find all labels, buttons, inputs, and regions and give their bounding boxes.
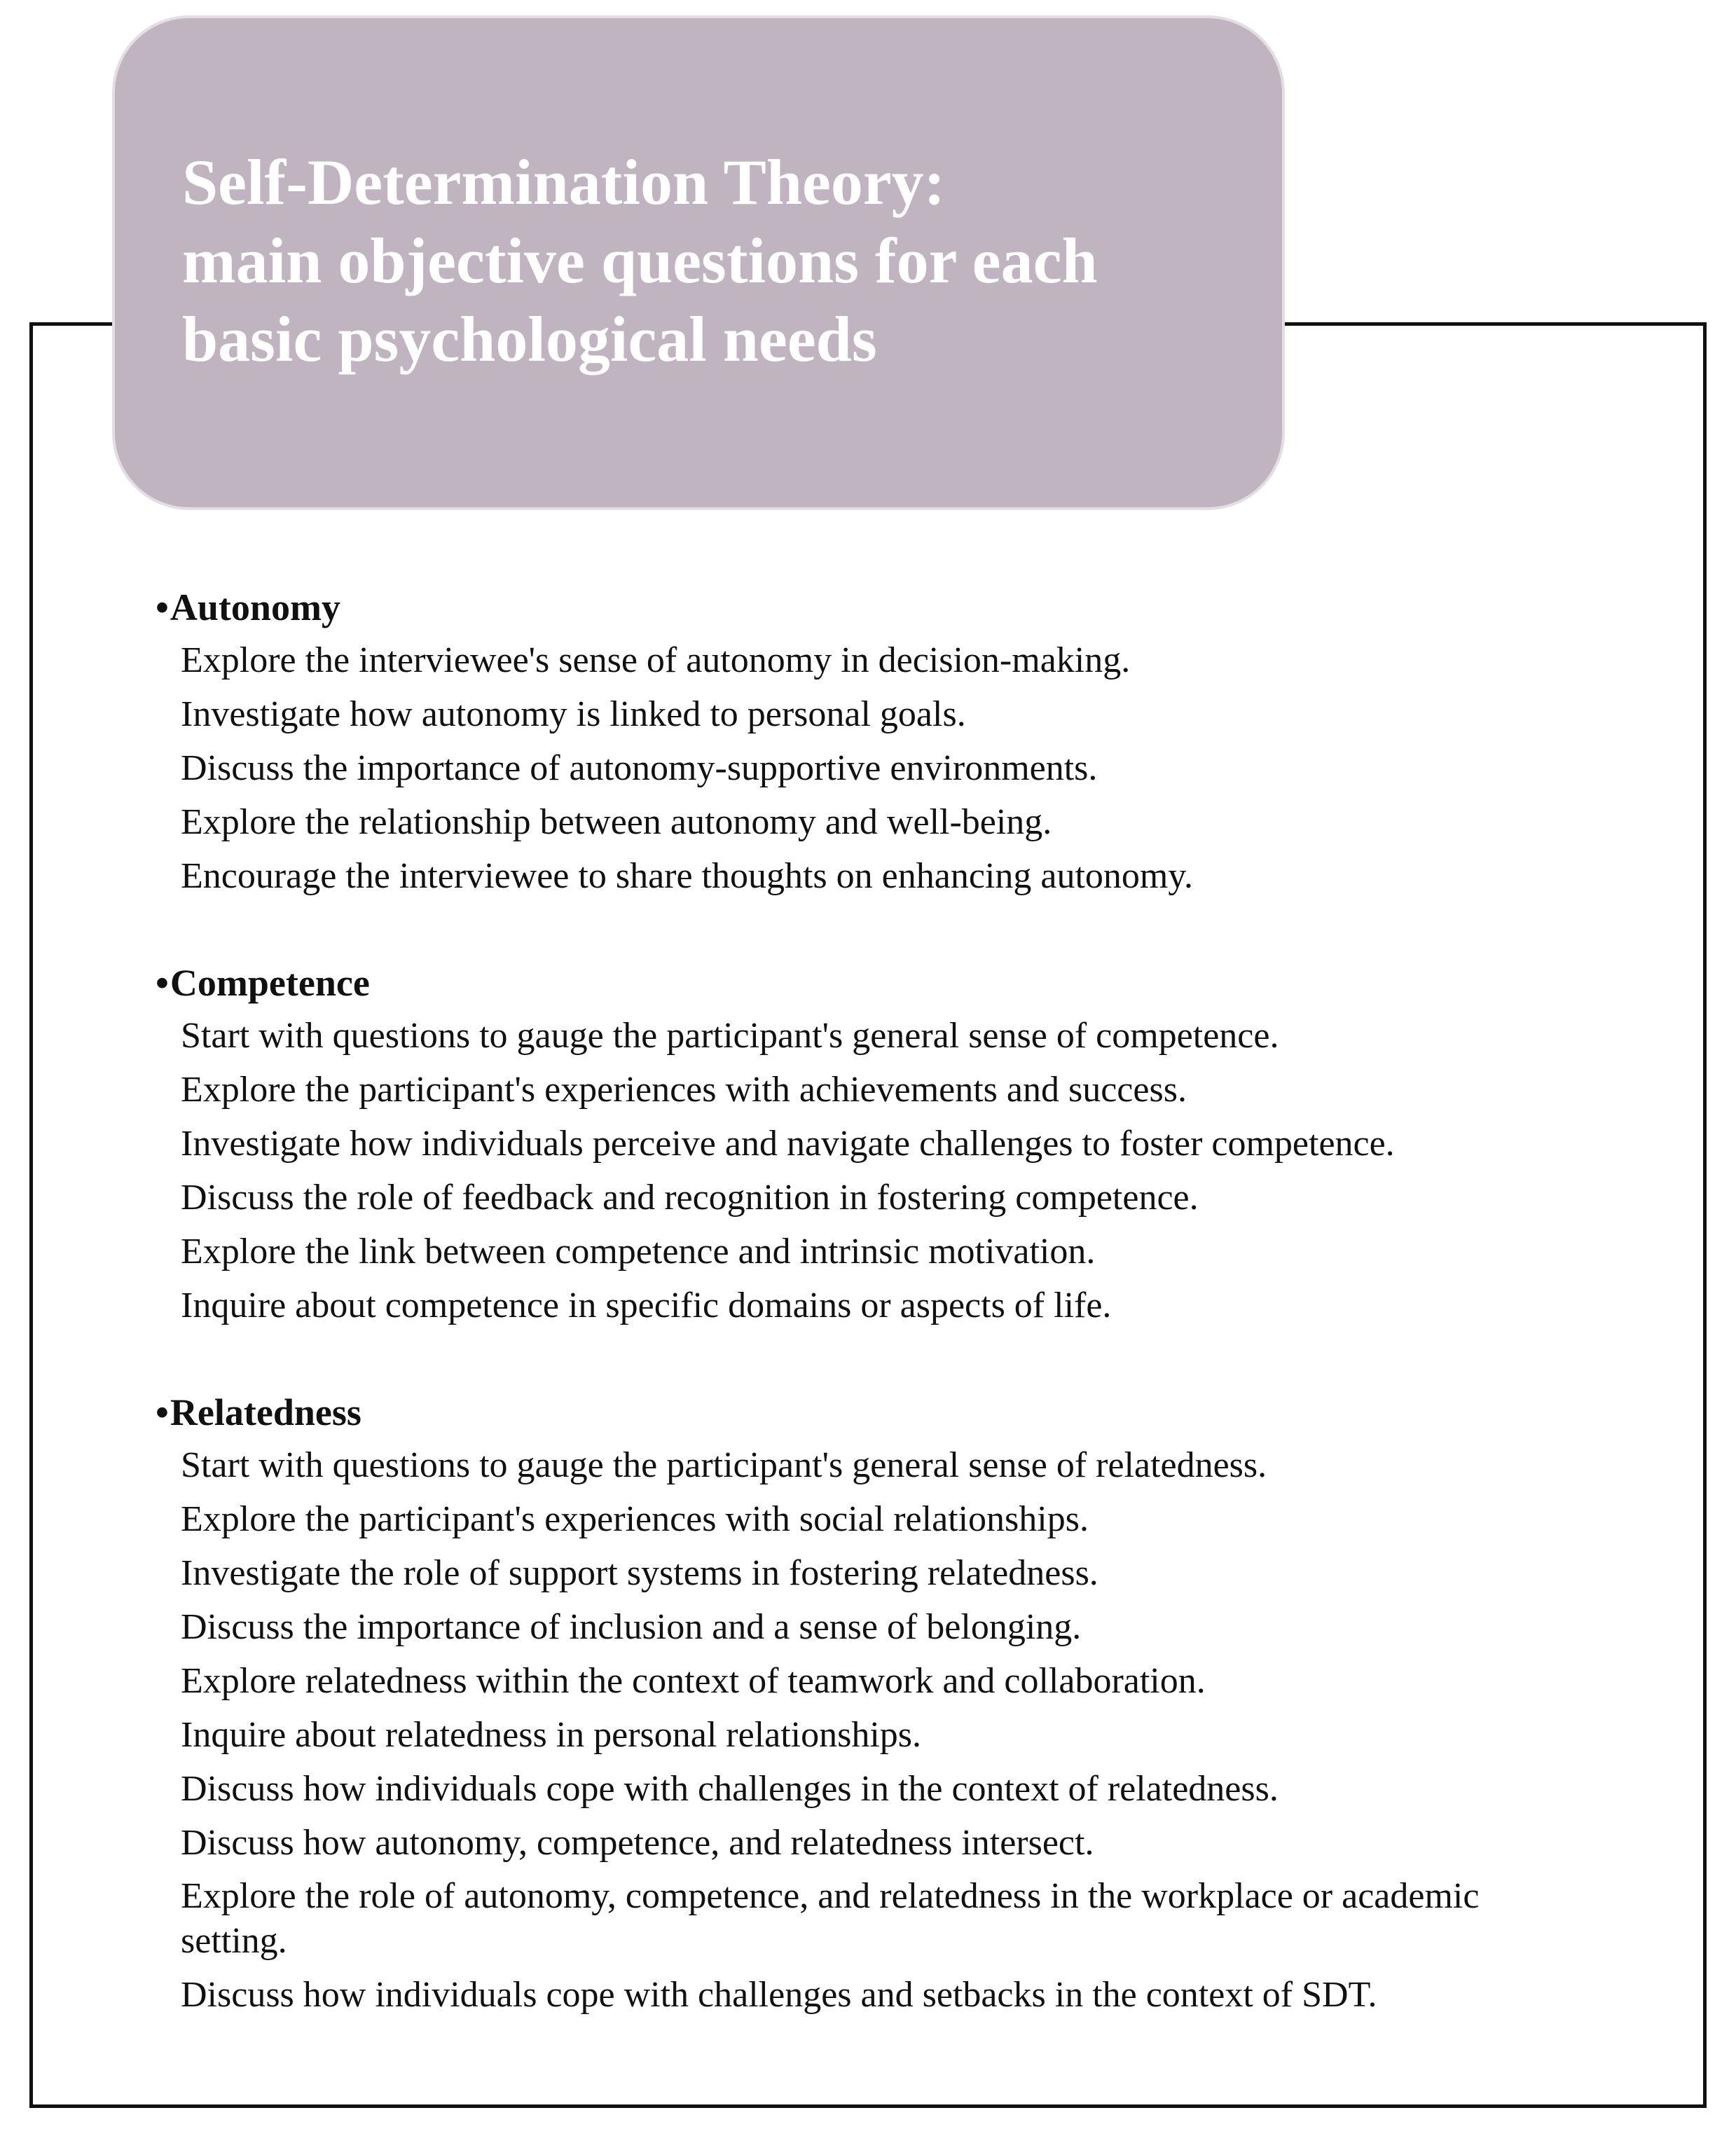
- page-title: [182, 143, 1247, 378]
- list-item: Investigate the role of support systems in fostering relatedness.: [181, 1553, 1098, 1593]
- list-item: Discuss how individuals cope with challenges and setbacks in the context of SDT.: [181, 1975, 1377, 2015]
- section-heading: [156, 581, 1662, 633]
- bullet-icon: •: [156, 586, 169, 628]
- section-competence: [156, 957, 1662, 1332]
- list-item: Investigate how individuals perceive and navigate challenges to foster competence.: [181, 1124, 1395, 1164]
- list-item: Discuss how autonomy, competence, and relatedness intersect.: [181, 1823, 1094, 1863]
- list-item: Discuss the importance of autonomy-supportive environments.: [181, 748, 1098, 788]
- section-heading: [156, 957, 1662, 1009]
- section-relatedness: [156, 1386, 1662, 2022]
- title-box: [112, 15, 1285, 510]
- list-item: Explore the participant's experiences with social relationships.: [181, 1499, 1089, 1539]
- list-item: Investigate how autonomy is linked to personal goals.: [181, 694, 966, 734]
- needs-list: [156, 581, 1662, 2076]
- list-item: Explore relatedness within the context of teamwork and collaboration.: [181, 1661, 1206, 1701]
- list-item: Explore the interviewee's sense of autonomy in decision-making.: [181, 640, 1131, 680]
- list-item: Encourage the interviewee to share thoughts on enhancing autonomy.: [181, 856, 1193, 896]
- list-item: Explore the relationship between autonomy and well-being.: [181, 802, 1052, 842]
- list-item: Explore the link between competence and intrinsic motivation.: [181, 1232, 1096, 1272]
- list-item: Start with questions to gauge the participant's general sense of relatedness.: [181, 1445, 1267, 1485]
- section-heading-label: Competence: [170, 962, 370, 1004]
- section-heading: [156, 1386, 1662, 1438]
- title-line: basic psychological needs: [182, 303, 877, 375]
- section-heading-label: Relatedness: [170, 1391, 361, 1433]
- title-line: Self-Determination Theory:: [182, 146, 946, 218]
- title-line: main objective questions for each: [182, 225, 1098, 296]
- list-item: Discuss the importance of inclusion and a sense of belonging.: [181, 1607, 1082, 1647]
- list-item: Inquire about competence in specific domains or aspects of life.: [181, 1286, 1112, 1325]
- bullet-icon: •: [156, 1391, 169, 1433]
- list-item: Discuss the role of feedback and recognition in fostering competence.: [181, 1178, 1199, 1218]
- bullet-icon: •: [156, 962, 169, 1004]
- list-item: Explore the role of autonomy, competence, and relatedness in the workplace or academic setting.: [181, 1876, 1480, 1961]
- list-item: Start with questions to gauge the participant's general sense of competence.: [181, 1016, 1279, 1056]
- section-heading-label: Autonomy: [170, 586, 340, 628]
- list-item: Inquire about relatedness in personal relationships.: [181, 1715, 922, 1755]
- list-item: Discuss how individuals cope with challenges in the context of relatedness.: [181, 1769, 1279, 1809]
- section-autonomy: [156, 581, 1662, 903]
- list-item: Explore the participant's experiences with achievements and success.: [181, 1070, 1187, 1110]
